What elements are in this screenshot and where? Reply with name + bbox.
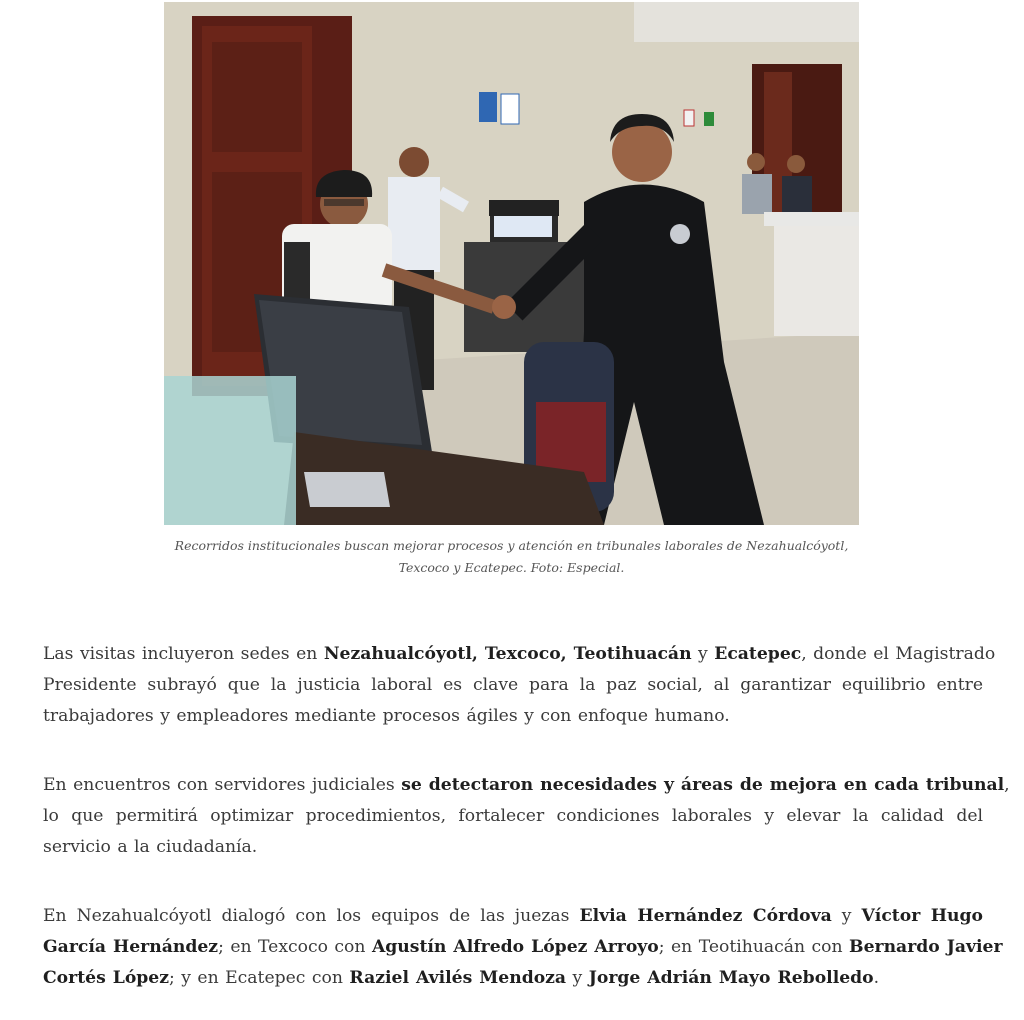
text: ; en Teotihuacán con: [658, 937, 850, 957]
text-line: [43, 963, 983, 994]
caption-line: Texcoco y Ecatepec. Foto: Especial.: [398, 560, 625, 575]
text-line: [43, 932, 1003, 963]
bold-name: Agustín Alfredo López Arroyo: [371, 937, 659, 957]
paragraph-visits: [43, 639, 996, 732]
text-line: [43, 770, 1010, 801]
bold-places: Nezahualcóyotl, Texcoco, Teotihuacán: [323, 644, 692, 664]
photo-illustration: [164, 2, 859, 525]
text-line: Presidente subrayó que la justicia laboral es clave para la paz social, al garantizar equilibrio entre: [43, 675, 983, 695]
text: .: [873, 968, 880, 988]
text: y: [566, 968, 589, 988]
text: Las visitas incluyeron sedes en: [43, 644, 324, 664]
text: En encuentros con servidores judiciales: [43, 775, 402, 795]
text: ; en Texcoco con: [218, 937, 372, 957]
photo-caption: [164, 535, 859, 579]
text-line: [43, 901, 983, 932]
text: ; y en Ecatepec con: [169, 968, 350, 988]
paragraph-judges: [43, 901, 1003, 994]
bold-name: Bernardo Javier: [849, 937, 1003, 957]
text-line: lo que permitirá optimizar procedimientos, fortalecer condiciones laborales y elevar la calidad del: [43, 806, 983, 826]
article-body: [43, 639, 1010, 994]
text: En Nezahualcóyotl dialogó con los equipos de las juezas: [43, 906, 580, 926]
text: , donde el Magistrado: [801, 644, 996, 664]
bold-name: Jorge Adrián Mayo Rebolledo: [588, 968, 874, 988]
caption-line: Recorridos institucionales buscan mejorar procesos y atención en tribunales laborales de Nezahualcóyotl,: [174, 538, 849, 553]
bold-place: Ecatepec: [714, 644, 802, 664]
bold-name: Cortés López: [43, 968, 169, 988]
text: y: [831, 906, 862, 926]
bold-name: García Hernández: [43, 937, 219, 957]
text-line: [43, 639, 996, 670]
text: ,: [1004, 775, 1010, 795]
bold-finding: se detectaron necesidades y áreas de mejora en cada tribunal: [401, 775, 1005, 795]
bold-name: Víctor Hugo: [861, 906, 984, 926]
bold-name: Elvia Hernández Córdova: [579, 906, 832, 926]
bold-name: Raziel Avilés Mendoza: [349, 968, 567, 988]
text-line: servicio a la ciudadanía.: [43, 837, 258, 857]
text: y: [691, 644, 715, 664]
paragraph-meetings: [43, 770, 1010, 863]
text-line: trabajadores y empleadores mediante procesos ágiles y con enfoque humano.: [43, 706, 730, 726]
article-photo: [164, 2, 859, 525]
